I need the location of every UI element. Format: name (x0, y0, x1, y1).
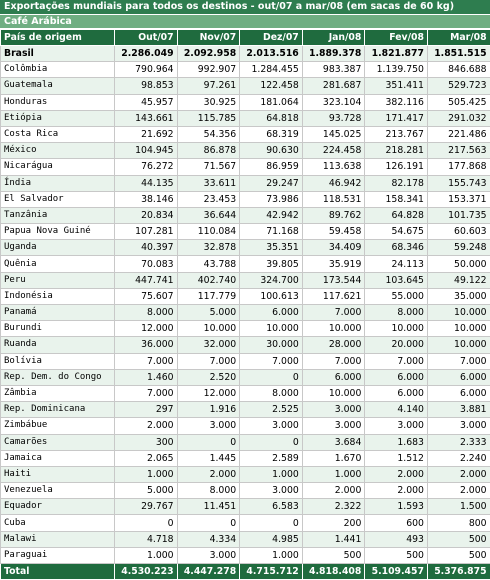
value-cell: 505.425 (427, 94, 490, 110)
country-cell: Equador (1, 499, 115, 515)
country-cell: Burundi (1, 321, 115, 337)
value-cell: 86.878 (177, 143, 240, 159)
value-cell: 1.500 (427, 499, 490, 515)
value-cell: 50.000 (427, 256, 490, 272)
value-cell: 60.603 (427, 224, 490, 240)
value-cell: 76.272 (115, 159, 178, 175)
total-cell: 4.818.408 (302, 564, 365, 580)
value-cell: 38.146 (115, 191, 178, 207)
value-cell: 44.135 (115, 175, 178, 191)
value-cell: 2.333 (427, 434, 490, 450)
value-cell: 115.785 (177, 110, 240, 126)
value-cell: 2.000 (115, 418, 178, 434)
value-cell: 213.767 (365, 126, 428, 142)
value-cell: 86.959 (240, 159, 303, 175)
value-cell: 1.593 (365, 499, 428, 515)
value-cell: 1.000 (240, 466, 303, 482)
value-cell: 300 (115, 434, 178, 450)
value-cell: 0 (240, 434, 303, 450)
country-cell: Ruanda (1, 337, 115, 353)
value-cell: 143.661 (115, 110, 178, 126)
table-row (1, 46, 490, 62)
value-cell: 28.000 (302, 337, 365, 353)
value-cell: 2.000 (177, 466, 240, 482)
value-cell: 291.032 (427, 110, 490, 126)
value-cell: 30.000 (240, 337, 303, 353)
country-cell: Tanzânia (1, 207, 115, 223)
value-cell: 2.000 (427, 483, 490, 499)
country-cell: Zimbábue (1, 418, 115, 434)
value-cell: 0 (115, 515, 178, 531)
value-cell: 21.692 (115, 126, 178, 142)
table-row (1, 385, 490, 401)
value-cell: 20.834 (115, 207, 178, 223)
total-cell: 4.530.223 (115, 564, 178, 580)
total-cell: 4.715.712 (240, 564, 303, 580)
value-cell: 10.000 (240, 321, 303, 337)
value-cell: 0 (177, 515, 240, 531)
value-cell: 93.728 (302, 110, 365, 126)
value-cell: 59.248 (427, 240, 490, 256)
value-cell: 983.387 (302, 62, 365, 78)
value-cell: 32.000 (177, 337, 240, 353)
value-cell: 68.319 (240, 126, 303, 142)
table-body (1, 46, 490, 564)
total-label: Total (1, 564, 115, 580)
value-cell: 3.684 (302, 434, 365, 450)
table-row (1, 305, 490, 321)
value-cell: 218.281 (365, 143, 428, 159)
value-cell: 6.000 (427, 369, 490, 385)
value-cell: 1.851.515 (427, 46, 490, 62)
table-row (1, 159, 490, 175)
value-cell: 73.986 (240, 191, 303, 207)
table-row (1, 353, 490, 369)
value-cell: 23.453 (177, 191, 240, 207)
value-cell: 1.000 (115, 547, 178, 563)
value-cell: 2.520 (177, 369, 240, 385)
country-cell: Guatemala (1, 78, 115, 94)
country-cell: Honduras (1, 94, 115, 110)
value-cell: 64.818 (240, 110, 303, 126)
table-row (1, 224, 490, 240)
value-cell: 7.000 (115, 385, 178, 401)
country-cell: Venezuela (1, 483, 115, 499)
table-row (1, 191, 490, 207)
table-row (1, 369, 490, 385)
value-cell: 1.000 (302, 466, 365, 482)
value-cell: 402.740 (177, 272, 240, 288)
value-cell: 100.613 (240, 288, 303, 304)
value-cell: 126.191 (365, 159, 428, 175)
value-cell: 3.000 (240, 418, 303, 434)
country-cell: Costa Rica (1, 126, 115, 142)
value-cell: 2.092.958 (177, 46, 240, 62)
value-cell: 43.788 (177, 256, 240, 272)
value-cell: 45.957 (115, 94, 178, 110)
value-cell: 500 (302, 547, 365, 563)
value-cell: 3.000 (240, 483, 303, 499)
value-cell: 600 (365, 515, 428, 531)
value-cell: 158.341 (365, 191, 428, 207)
value-cell: 846.688 (427, 62, 490, 78)
total-cell: 4.447.278 (177, 564, 240, 580)
value-cell: 992.907 (177, 62, 240, 78)
value-cell: 7.000 (365, 353, 428, 369)
country-cell: Jamaica (1, 450, 115, 466)
value-cell: 2.589 (240, 450, 303, 466)
value-cell: 1.512 (365, 450, 428, 466)
value-cell: 1.916 (177, 402, 240, 418)
value-cell: 1.139.750 (365, 62, 428, 78)
value-cell: 500 (365, 547, 428, 563)
value-cell: 177.868 (427, 159, 490, 175)
value-cell: 7.000 (240, 353, 303, 369)
value-cell: 181.064 (240, 94, 303, 110)
value-cell: 1.670 (302, 450, 365, 466)
value-cell: 324.700 (240, 272, 303, 288)
value-cell: 42.942 (240, 207, 303, 223)
value-cell: 3.881 (427, 402, 490, 418)
table-row (1, 110, 490, 126)
value-cell: 0 (177, 434, 240, 450)
value-cell: 493 (365, 531, 428, 547)
value-cell: 12.000 (115, 321, 178, 337)
value-cell: 30.925 (177, 94, 240, 110)
value-cell: 4.334 (177, 531, 240, 547)
value-cell: 10.000 (427, 337, 490, 353)
value-cell: 281.687 (302, 78, 365, 94)
value-cell: 790.964 (115, 62, 178, 78)
value-cell: 7.000 (302, 305, 365, 321)
value-cell: 54.675 (365, 224, 428, 240)
value-cell: 2.065 (115, 450, 178, 466)
table-row (1, 337, 490, 353)
value-cell: 145.025 (302, 126, 365, 142)
value-cell: 89.762 (302, 207, 365, 223)
table-row (1, 78, 490, 94)
value-cell: 59.458 (302, 224, 365, 240)
table-row (1, 143, 490, 159)
value-cell: 1.889.378 (302, 46, 365, 62)
value-cell: 113.638 (302, 159, 365, 175)
country-cell: Cuba (1, 515, 115, 531)
value-cell: 500 (427, 531, 490, 547)
value-cell: 3.000 (365, 418, 428, 434)
table-row (1, 175, 490, 191)
value-cell: 7.000 (427, 353, 490, 369)
country-cell: Paraguai (1, 547, 115, 563)
value-cell: 75.607 (115, 288, 178, 304)
value-cell: 122.458 (240, 78, 303, 94)
value-cell: 2.286.049 (115, 46, 178, 62)
total-cell: 5.376.875 (427, 564, 490, 580)
value-cell: 71.567 (177, 159, 240, 175)
table-row (1, 434, 490, 450)
table-row (1, 483, 490, 499)
country-cell: Rep. Dominicana (1, 402, 115, 418)
table-row (1, 418, 490, 434)
value-cell: 1.284.455 (240, 62, 303, 78)
report-title: Exportações mundiais para todos os destinos - out/07 a mar/08 (em sacas de 60 kg) (0, 0, 490, 14)
total-cell: 5.109.457 (365, 564, 428, 580)
value-cell: 10.000 (427, 321, 490, 337)
value-cell: 33.611 (177, 175, 240, 191)
value-cell: 4.140 (365, 402, 428, 418)
value-cell: 11.451 (177, 499, 240, 515)
value-cell: 529.723 (427, 78, 490, 94)
country-cell: Nicarágua (1, 159, 115, 175)
value-cell: 36.000 (115, 337, 178, 353)
value-cell: 97.261 (177, 78, 240, 94)
table-row (1, 240, 490, 256)
value-cell: 32.878 (177, 240, 240, 256)
value-cell: 297 (115, 402, 178, 418)
value-cell: 6.583 (240, 499, 303, 515)
value-cell: 7.000 (115, 353, 178, 369)
value-cell: 447.741 (115, 272, 178, 288)
table-row (1, 499, 490, 515)
country-cell: Camarões (1, 434, 115, 450)
country-cell: Brasil (1, 46, 115, 62)
value-cell: 6.000 (365, 385, 428, 401)
table-row (1, 466, 490, 482)
country-cell: Peru (1, 272, 115, 288)
table-row (1, 515, 490, 531)
column-header-month: Mar/08 (427, 30, 490, 46)
value-cell: 8.000 (240, 385, 303, 401)
column-header-month: Jan/08 (302, 30, 365, 46)
country-cell: Zâmbia (1, 385, 115, 401)
value-cell: 5.000 (177, 305, 240, 321)
value-cell: 6.000 (240, 305, 303, 321)
value-cell: 1.000 (240, 547, 303, 563)
value-cell: 8.000 (115, 305, 178, 321)
value-cell: 3.000 (177, 547, 240, 563)
country-cell: Índia (1, 175, 115, 191)
value-cell: 39.805 (240, 256, 303, 272)
value-cell: 64.828 (365, 207, 428, 223)
value-cell: 29.247 (240, 175, 303, 191)
value-cell: 49.122 (427, 272, 490, 288)
value-cell: 351.411 (365, 78, 428, 94)
country-cell: Papua Nova Guiné (1, 224, 115, 240)
value-cell: 6.000 (302, 369, 365, 385)
value-cell: 8.000 (177, 483, 240, 499)
value-cell: 2.000 (302, 483, 365, 499)
value-cell: 40.397 (115, 240, 178, 256)
header-row (1, 30, 490, 46)
value-cell: 90.630 (240, 143, 303, 159)
value-cell: 36.644 (177, 207, 240, 223)
value-cell: 155.743 (427, 175, 490, 191)
table-row (1, 450, 490, 466)
table-row (1, 402, 490, 418)
country-cell: Uganda (1, 240, 115, 256)
table-row (1, 126, 490, 142)
value-cell: 153.371 (427, 191, 490, 207)
column-header-country: País de origem (1, 30, 115, 46)
value-cell: 107.281 (115, 224, 178, 240)
country-cell: Indonésia (1, 288, 115, 304)
value-cell: 3.000 (302, 402, 365, 418)
value-cell: 35.919 (302, 256, 365, 272)
value-cell: 200 (302, 515, 365, 531)
value-cell: 117.779 (177, 288, 240, 304)
section-title: Café Arábica (0, 15, 490, 28)
value-cell: 101.735 (427, 207, 490, 223)
value-cell: 2.000 (427, 466, 490, 482)
value-cell: 70.083 (115, 256, 178, 272)
value-cell: 68.346 (365, 240, 428, 256)
country-cell: Quênia (1, 256, 115, 272)
table-row (1, 94, 490, 110)
value-cell: 10.000 (427, 305, 490, 321)
value-cell: 2.000 (365, 466, 428, 482)
table-row (1, 207, 490, 223)
value-cell: 55.000 (365, 288, 428, 304)
column-header-month: Nov/07 (177, 30, 240, 46)
value-cell: 2.525 (240, 402, 303, 418)
value-cell: 98.853 (115, 78, 178, 94)
value-cell: 2.322 (302, 499, 365, 515)
value-cell: 4.985 (240, 531, 303, 547)
country-cell: Rep. Dem. do Congo (1, 369, 115, 385)
value-cell: 34.409 (302, 240, 365, 256)
value-cell: 103.645 (365, 272, 428, 288)
value-cell: 3.000 (177, 418, 240, 434)
value-cell: 110.084 (177, 224, 240, 240)
value-cell: 7.000 (177, 353, 240, 369)
value-cell: 6.000 (365, 369, 428, 385)
value-cell: 8.000 (365, 305, 428, 321)
value-cell: 117.621 (302, 288, 365, 304)
table-row (1, 62, 490, 78)
table-row (1, 288, 490, 304)
value-cell: 104.945 (115, 143, 178, 159)
value-cell: 71.168 (240, 224, 303, 240)
value-cell: 7.000 (302, 353, 365, 369)
table-row (1, 321, 490, 337)
value-cell: 10.000 (177, 321, 240, 337)
table-row (1, 547, 490, 563)
value-cell: 5.000 (115, 483, 178, 499)
column-header-month: Out/07 (115, 30, 178, 46)
country-cell: Etiópia (1, 110, 115, 126)
value-cell: 171.417 (365, 110, 428, 126)
country-cell: Bolívia (1, 353, 115, 369)
value-cell: 0 (240, 369, 303, 385)
value-cell: 20.000 (365, 337, 428, 353)
value-cell: 1.445 (177, 450, 240, 466)
value-cell: 6.000 (427, 385, 490, 401)
value-cell: 118.531 (302, 191, 365, 207)
value-cell: 12.000 (177, 385, 240, 401)
value-cell: 24.113 (365, 256, 428, 272)
value-cell: 221.486 (427, 126, 490, 142)
country-cell: Panamá (1, 305, 115, 321)
value-cell: 173.544 (302, 272, 365, 288)
value-cell: 217.563 (427, 143, 490, 159)
column-header-month: Dez/07 (240, 30, 303, 46)
country-cell: México (1, 143, 115, 159)
value-cell: 82.178 (365, 175, 428, 191)
value-cell: 1.460 (115, 369, 178, 385)
value-cell: 3.000 (427, 418, 490, 434)
value-cell: 2.240 (427, 450, 490, 466)
value-cell: 10.000 (365, 321, 428, 337)
country-cell: Haiti (1, 466, 115, 482)
value-cell: 2.013.516 (240, 46, 303, 62)
exports-table (0, 29, 490, 580)
total-row (1, 564, 490, 580)
value-cell: 500 (427, 547, 490, 563)
value-cell: 3.000 (302, 418, 365, 434)
column-header-month: Fev/08 (365, 30, 428, 46)
country-cell: El Salvador (1, 191, 115, 207)
value-cell: 1.000 (115, 466, 178, 482)
table-row (1, 531, 490, 547)
value-cell: 1.821.877 (365, 46, 428, 62)
value-cell: 2.000 (365, 483, 428, 499)
country-cell: Colômbia (1, 62, 115, 78)
table-row (1, 256, 490, 272)
value-cell: 1.441 (302, 531, 365, 547)
value-cell: 10.000 (302, 385, 365, 401)
value-cell: 224.458 (302, 143, 365, 159)
value-cell: 10.000 (302, 321, 365, 337)
value-cell: 1.683 (365, 434, 428, 450)
table-row (1, 272, 490, 288)
value-cell: 800 (427, 515, 490, 531)
value-cell: 35.351 (240, 240, 303, 256)
value-cell: 46.942 (302, 175, 365, 191)
value-cell: 29.767 (115, 499, 178, 515)
value-cell: 0 (240, 515, 303, 531)
country-cell: Malawi (1, 531, 115, 547)
value-cell: 35.000 (427, 288, 490, 304)
value-cell: 323.104 (302, 94, 365, 110)
value-cell: 382.116 (365, 94, 428, 110)
value-cell: 4.718 (115, 531, 178, 547)
value-cell: 54.356 (177, 126, 240, 142)
